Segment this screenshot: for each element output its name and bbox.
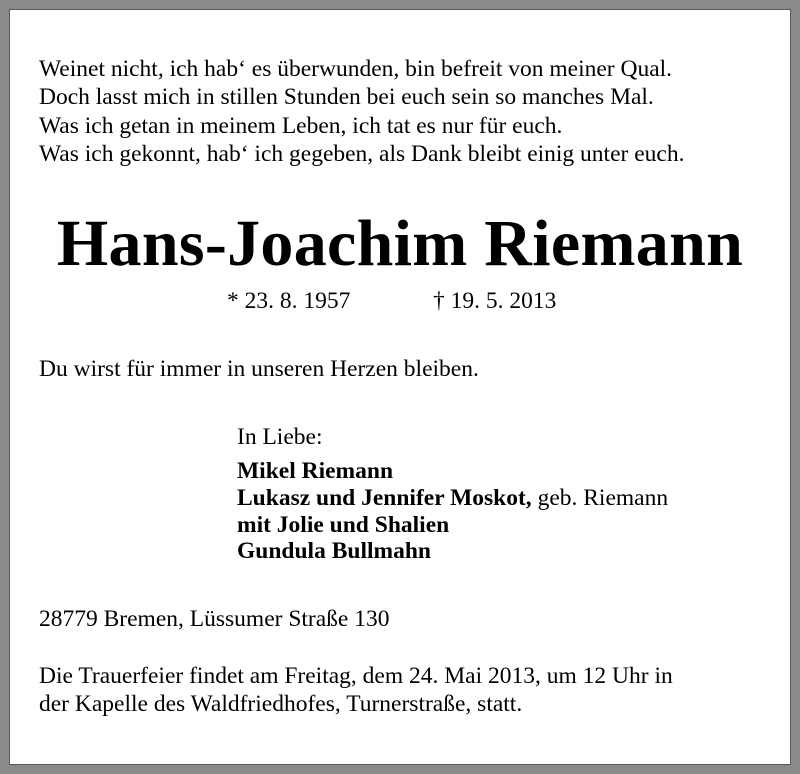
mourner-line: Mikel Riemann [237,458,394,484]
mourner-line: Gundula Bullmahn [237,538,431,565]
poem-line: Was ich gekonnt, hab‘ ich gegeben, als Dank bleibt einig unter euch. [39,140,685,167]
deceased-name: Hans-Joachim Riemann [56,207,744,280]
funeral-info [39,662,673,718]
birth-date: * 23. 8. 1957 [227,288,351,314]
poem-line: Was ich getan in meinem Leben, ich tat es nur für euch. [39,112,563,139]
funeral-line: Die Trauerfeier findet am Freitag, dem 24. Mai 2013, um 12 Uhr in [39,663,673,689]
poem-line: Weinet nicht, ich hab‘ es überwunden, bin befreit von meiner Qual. [39,56,673,82]
family-address: 28779 Bremen, Lüssumer Straße 130 [39,606,390,632]
mourner-line: mit Jolie und Shalien [237,511,450,538]
farewell-message: Du wirst für immer in unseren Herzen bleiben. [39,356,479,382]
poem-line: Doch lasst mich in stillen Stunden bei euch sein so manches Mal. [39,84,654,111]
funeral-line: der Kapelle des Waldfriedhofes, Turnerstraße, statt. [39,691,523,717]
maiden-name-note: geb. Riemann [531,484,669,511]
mourner-line [237,485,668,512]
mourner-names: Lukasz und Jennifer Moskot, [237,484,532,511]
signoff-label: In Liebe: [237,424,323,450]
poem-block [39,55,684,168]
mourners-list [237,458,668,565]
death-date: † 19. 5. 2013 [433,288,557,314]
